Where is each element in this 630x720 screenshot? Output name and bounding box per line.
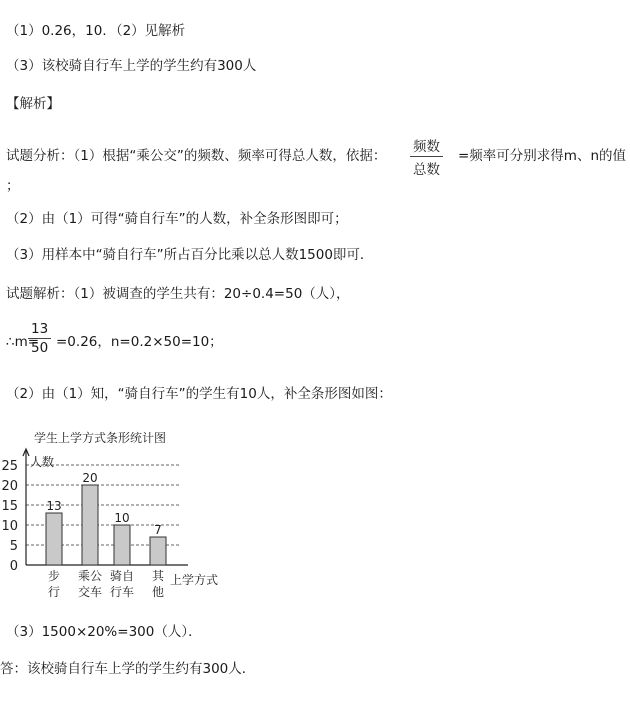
solution-line-1: 试题解析：（1）被调查的学生共有：20÷0.4=50（人）， <box>6 286 350 302</box>
solution-line-4: （3）1500×20%=300（人）． <box>6 624 202 640</box>
x-axis-label: 上学方式 <box>170 573 219 587</box>
bar-value-label: 13 <box>46 499 62 513</box>
x-tick-label: 步 <box>47 569 61 583</box>
x-tick-label: 行 <box>47 585 61 599</box>
solution-m-prefix: ∴m= <box>6 334 40 350</box>
y-tick-label: 25 <box>1 459 18 474</box>
bar <box>114 525 130 565</box>
bar <box>82 485 98 565</box>
y-tick-label: 5 <box>9 539 18 554</box>
solution-line-3: （2）由（1）知，“骑自行车”的学生有10人，补全条形图如图： <box>6 386 392 402</box>
analysis-header: 【解析】 <box>6 96 60 112</box>
analysis-line-1-prefix: 试题分析：（1）根据“乘公交”的频数、频率可得总人数，依据： <box>6 148 387 164</box>
x-tick-label: 行车 <box>109 585 135 599</box>
y-tick-label: 20 <box>1 479 18 494</box>
answer-line-2: （3）该校骑自行车上学的学生约有300人 <box>6 58 257 74</box>
x-tick-label: 骑自 <box>109 569 135 583</box>
x-tick-label: 其 <box>151 569 165 583</box>
analysis-line-1-suffix: =频率可分别求得m、n的值 <box>458 148 627 164</box>
bar <box>150 537 166 565</box>
solution-line-5: 答：该校骑自行车上学的学生约有300人． <box>0 661 256 677</box>
bar-value-label: 20 <box>82 471 98 485</box>
fraction-denominator: 总数 <box>413 162 440 178</box>
x-tick-label: 乘公 <box>77 569 103 583</box>
fraction-numerator: 频数 <box>413 139 440 155</box>
analysis-fraction <box>410 135 443 178</box>
fraction-bar <box>28 338 51 339</box>
bar-value-label: 7 <box>154 523 162 537</box>
analysis-line-2: （2）由（1）可得“骑自行车”的人数，补全条形图即可； <box>6 211 348 227</box>
fraction-numerator: 13 <box>31 321 49 337</box>
bar <box>46 513 62 565</box>
bar-chart-svg <box>0 428 240 608</box>
bar-value-label: 10 <box>114 511 130 525</box>
solution-m-suffix: =0.26，n=0.2×50=10； <box>56 334 223 350</box>
y-tick-label: 15 <box>1 499 18 514</box>
fraction-denominator: 50 <box>31 340 49 356</box>
y-tick-label: 0 <box>9 559 18 574</box>
bar-chart <box>0 428 240 608</box>
solution-fraction <box>28 321 51 356</box>
x-tick-label: 他 <box>151 585 165 599</box>
answer-line-1: （1）0.26，10．（2）见解析 <box>6 23 186 39</box>
y-tick-label: 10 <box>1 519 18 534</box>
fraction-bar <box>410 156 443 157</box>
analysis-line-1-cont: ； <box>6 178 20 194</box>
x-tick-label: 交车 <box>77 585 103 599</box>
analysis-line-3: （3）用样本中“骑自行车”所占百分比乘以总人数1500即可． <box>6 247 374 263</box>
y-axis-label: 人数 <box>30 455 55 469</box>
chart-title: 学生上学方式条形统计图 <box>34 431 167 445</box>
